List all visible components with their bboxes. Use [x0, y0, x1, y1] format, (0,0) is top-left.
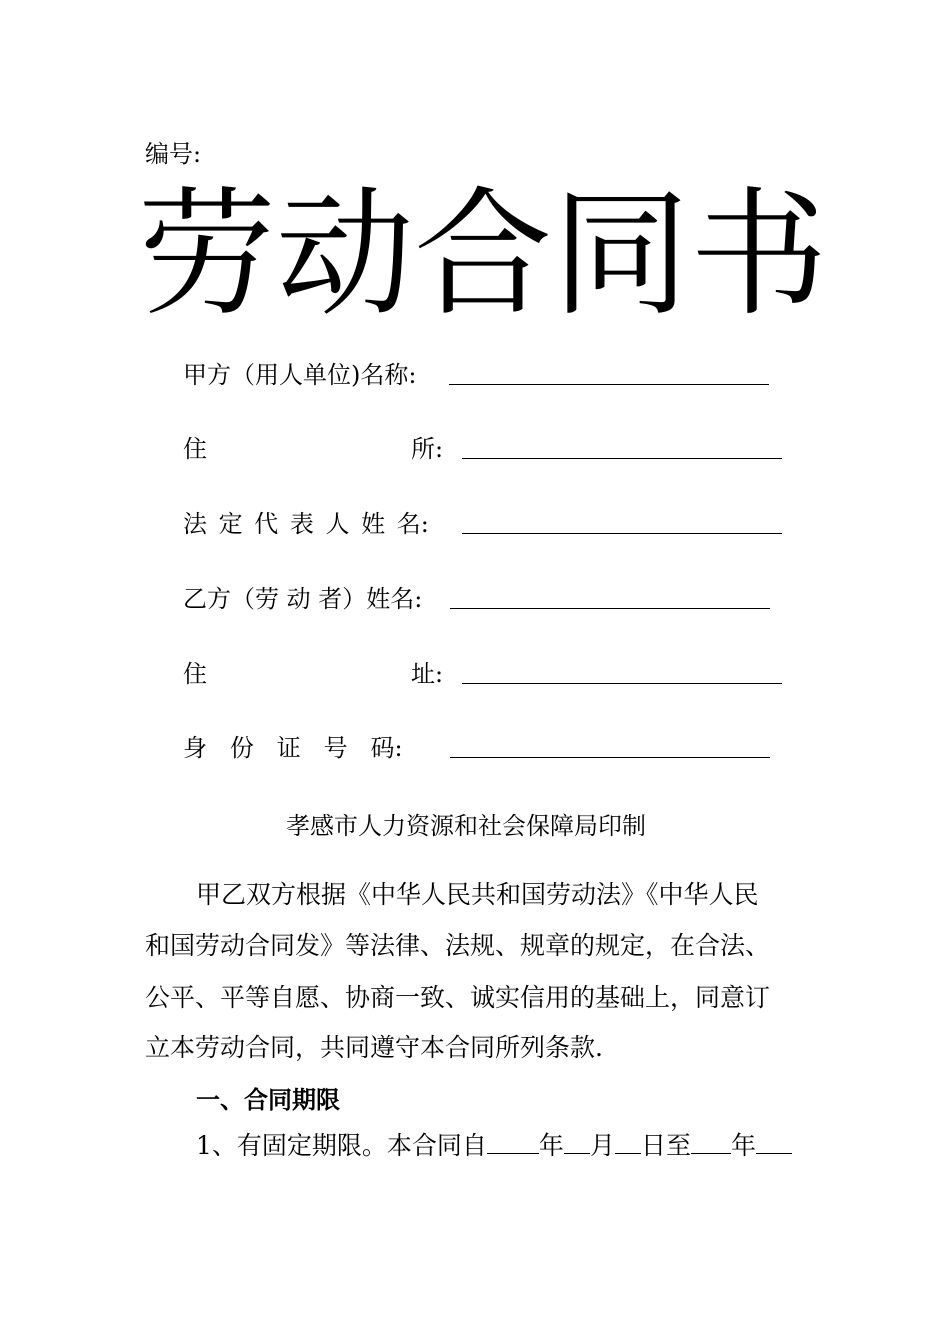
title-char: 同 [552, 174, 691, 335]
employee-name-label: 乙方（劳 动 者）姓名: [183, 585, 423, 613]
clause-1-line [196, 1131, 792, 1161]
legal-rep-label: 法 定 代 表 人 姓 名: [183, 510, 429, 538]
clause-1-text: 1、有固定期限。本合同自 [196, 1131, 487, 1160]
id-number-line[interactable] [450, 757, 770, 758]
start-day-blank[interactable] [615, 1131, 641, 1154]
id-number-row [183, 733, 783, 763]
end-year-blank[interactable] [691, 1131, 731, 1154]
document-number-label: 编号: [145, 140, 202, 168]
employer-name-label: 甲方（用人单位)名称: [183, 361, 417, 389]
employee-address-line[interactable] [462, 683, 782, 684]
employer-address-label-end: 所: [411, 435, 444, 463]
section-heading-term: 一、合同期限 [196, 1086, 340, 1114]
year2-label: 年 [730, 1131, 756, 1160]
employee-address-row [183, 659, 783, 689]
legal-rep-row [183, 509, 783, 539]
employer-address-line[interactable] [462, 458, 782, 459]
month-label: 月 [589, 1131, 615, 1160]
day-to-label: 日至 [640, 1131, 691, 1160]
intro-paragraph-line: 甲乙双方根据《中华人民共和国劳动法》《中华人民 [196, 880, 759, 909]
document-title [138, 174, 829, 335]
employer-name-row [183, 360, 783, 390]
publisher-line: 孝感市人力资源和社会保障局印制 [286, 812, 646, 840]
legal-rep-line[interactable] [462, 533, 782, 534]
title-char: 劳 [138, 174, 277, 335]
start-month-blank[interactable] [564, 1131, 590, 1154]
employer-name-line[interactable] [449, 384, 769, 385]
employee-name-line[interactable] [450, 608, 770, 609]
year-label: 年 [538, 1131, 564, 1160]
title-char: 书 [690, 174, 829, 335]
title-char: 合 [414, 174, 553, 335]
id-number-label: 身 份 证 号 码: [183, 734, 403, 762]
employee-address-label-start: 住 [183, 660, 207, 688]
employee-name-row [183, 584, 783, 614]
intro-paragraph-line: 公平、平等自愿、协商一致、诚实信用的基础上，同意订 [145, 983, 771, 1012]
intro-paragraph-line: 立本劳动合同，共同遵守本合同所列条款. [145, 1033, 603, 1062]
title-char: 动 [276, 174, 415, 335]
start-year-blank[interactable] [487, 1131, 539, 1154]
intro-paragraph-line: 和国劳动合同发》等法律、法规、规章的规定，在合法、 [145, 931, 771, 960]
employer-address-label-start: 住 [183, 435, 207, 463]
end-month-blank[interactable] [756, 1131, 792, 1154]
employee-address-label-end: 址: [411, 660, 444, 688]
employer-address-row [183, 434, 783, 464]
